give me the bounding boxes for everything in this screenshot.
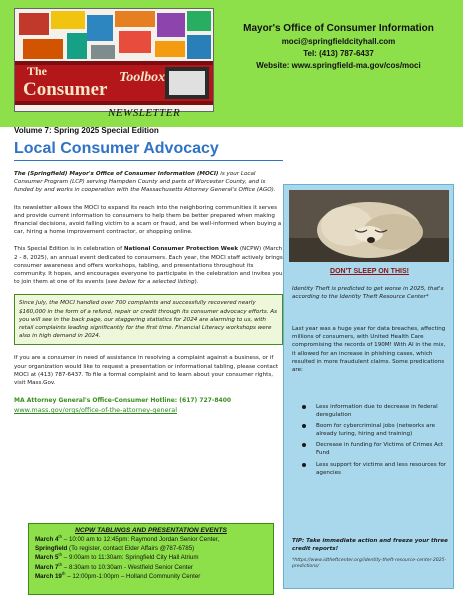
ago-website-link[interactable]: www.mass.gov/orgs/office-of-the-attorney-general (14, 406, 178, 415)
office-email[interactable]: moci@springfieldcityhall.com (281, 37, 396, 46)
bullet-dot-icon (302, 424, 306, 428)
list-item: Less information due to decrease in federal deregulation (290, 403, 450, 419)
list-item: Boom for cybercriminal jobs (networks are already luring, hiring and training) (290, 422, 450, 438)
bullet-dot-icon (302, 443, 306, 447)
ago-hotline: MA Attorney General's Office-Consumer Hotline: (617) 727-8400 (14, 397, 232, 405)
sleeping-dog-photo (289, 190, 449, 262)
data-breach-paragraph: Last year was a huge year for data breaches, affecting millions of consumers, with United Health Care compromising the records of 190M! With AI in the mix, it allowed for an increase in phishing cases, which resulted in more fraudulent claims. Some predications are: (292, 326, 446, 374)
statistics-callout: Since July, the MOCI handled over 700 complaints and successfully recovered nearly $160,000 in the form of a refund, repair or credit through its consumer advocacy efforts. As you will see in the back page, our staggering statistics for 2024 are alarming to us, with retail complaints leading significantly for the first time. Financial Literacy workshops were also in high demand in 2024. (14, 294, 283, 345)
source-footnote[interactable]: *https://www.idtheftcenter.org/identity-theft-resource-center-2025-predictions/ (292, 558, 447, 570)
alert-title: DON'T SLEEP ON THIS! (330, 268, 409, 275)
logo-text-consumer: Consumer (23, 79, 108, 100)
logo-text-the: The (27, 64, 48, 78)
office-title: Mayor's Office of Consumer Information (243, 23, 434, 34)
event-item: March 4th – 10:00 am to 12:45pm: Raymond Jordan Senior Center, (35, 533, 220, 543)
ncpw-italic: see below for a selected listing (107, 279, 195, 286)
contact-paragraph: If you are a consumer in need of assistance in resolving a complaint against a business, or if your organization would like to request a presentation or informational tabling, please contact MOCI at (413) 787-6437. To file a formal complaint and to learn about your consumer rights, visit Mass.Gov. (14, 355, 279, 387)
predictions-list (290, 403, 450, 480)
ncpw-paragraph (14, 245, 283, 286)
volume-line: Volume 7: Spring 2025 Special Edition (14, 126, 159, 135)
list-item: Decrease in funding for Victims of Crimes Act Fund (290, 441, 450, 457)
events-title: NCPW TABLINGS AND PRESENTATION EVENTS (75, 527, 227, 534)
intro-bold: The (Springfield) Mayor's Office of Consumer Information (MOCI) (14, 171, 219, 177)
office-phone: Tel: (413) 787-6437 (303, 49, 374, 58)
ncpw-text-b: (NCPW) (March 2 - 8, 2025), an annual event dedicated to consumers. Each year, the MOCI staff actively brings consumer awareness and offers workshops, tabling, and presentations throughout its community. It hopes, and encourages everyone to participate in the celebration and invites you to join them at one of its events ( (14, 246, 283, 286)
ncpw-text-c: ). (194, 279, 199, 286)
office-contact-block (214, 22, 463, 72)
logo-text-toolbox: Toolbox (119, 70, 166, 85)
bullet-dot-icon (302, 463, 306, 467)
office-website[interactable]: Website: www.springfield-ma.gov/cos/moci (256, 61, 421, 70)
ncpw-bold: National Consumer Protection Week (123, 246, 239, 253)
intro-rest: is your Local Consumer Program (LCP) serving Hampden County and parts of Worcester County, and is funded by and works in cooperation with the Massachusetts Attorney General's Office (AGO). (14, 171, 276, 194)
credit-freeze-tip: TIP: Take immediate action and freeze your three credit reports! (292, 538, 448, 553)
intro-paragraph (14, 170, 283, 195)
event-item: March 7th – 8:30am to 10:30am - Westfield Senior Center (35, 561, 193, 571)
event-item: March 19th – 12:00pm-1:00pm – Holland Community Center (35, 570, 201, 580)
event-item: March 5th – 9:00am to 11:30am: Springfield City Hall Atrium (35, 552, 199, 562)
ncpw-text-a: This Special Edition is in celebration of (14, 246, 124, 253)
main-column (14, 138, 283, 415)
newsletter-label: NEWSLETTER (108, 107, 181, 119)
events-box (28, 523, 274, 595)
newsletter-purpose-paragraph: Its newsletter allows the MOCI to expand its reach into the neighboring communities it serves and provide current information to consumers to help them be better prepared when making financial decisions, avoid falling victim to a scam or fraud, and be well-informed when buying a car, hiring a home improvement contractor, or shopping online. (14, 204, 282, 236)
identity-theft-sidebar (283, 184, 454, 589)
newsletter-header (0, 0, 463, 127)
event-item: Springfield (To register, contact Elder Affairs @787-6785) (35, 545, 195, 553)
bullet-dot-icon (302, 405, 306, 409)
consumer-toolbox-logo (14, 8, 214, 112)
list-item: Less support for victims and less resources for agencies (290, 461, 450, 477)
page-title: Local Consumer Advocacy (14, 138, 283, 161)
identity-theft-lead: Identity Theft is predicted to get worse in 2025, that's according to the Identity Theft Resource Center* (292, 286, 444, 301)
